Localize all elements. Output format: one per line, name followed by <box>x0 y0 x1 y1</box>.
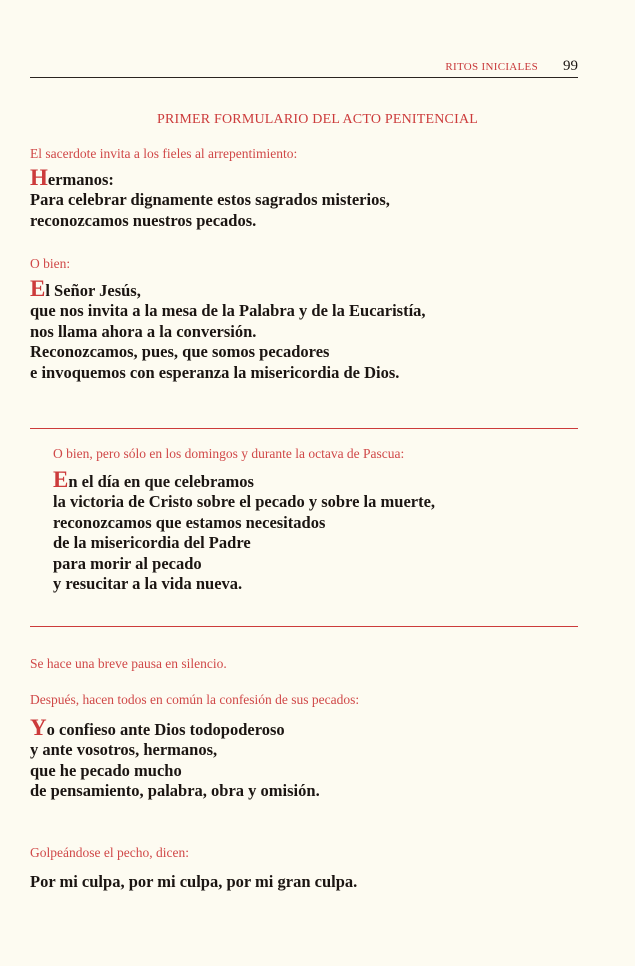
rubric-sundays: O bien, pero sólo en los domingos y durante la octava de Pascua: <box>53 446 405 461</box>
page-number: 99 <box>563 58 578 74</box>
formula-3: En el día en que celebramos la victoria de Cristo sobre el pecado y sobre la muerte, reconozcamos que estamos necesitados de la misericordia del Padre para morir al pecado y resucitar a la vida nueva. <box>53 467 436 594</box>
formula-2: El Señor Jesús, que nos invita a la mesa de la Palabra y de la Eucaristía, nos llama ahora a la conversión. Reconozcamos, pues, que somos pecadores e invoquemos con esperanza la misericordia de Dios. <box>30 276 426 382</box>
section-title: RITOS INICIALES <box>445 61 538 73</box>
rubric-or: O bien: <box>30 256 71 271</box>
initial-letter: Y <box>30 715 47 740</box>
divider-bottom <box>30 626 578 627</box>
rubric-breast: Golpeándose el pecho, dicen: <box>30 845 189 860</box>
formula-1: Hermanos: Para celebrar dignamente estos sagrados misterios, reconozcamos nuestros pecados. <box>30 165 390 230</box>
rubric-pause: Se hace una breve pausa en silencio. <box>30 656 227 671</box>
initial-letter: E <box>53 467 69 492</box>
initial-letter: E <box>30 276 46 301</box>
running-header <box>30 58 578 78</box>
mea-culpa: Por mi culpa, por mi culpa, por mi gran culpa. <box>30 872 358 891</box>
rubric-confession: Después, hacen todos en común la confesión de sus pecados: <box>30 692 360 707</box>
confiteor: Yo confieso ante Dios todopoderoso y ante vosotros, hermanos, que he pecado mucho de pensamiento, palabra, obra y omisión. <box>30 715 320 801</box>
rubric-invitation: El sacerdote invita a los fieles al arrepentimiento: <box>30 146 298 161</box>
formulary-heading: PRIMER FORMULARIO DEL ACTO PENITENCIAL <box>156 112 479 127</box>
divider-top <box>30 428 578 429</box>
initial-letter: H <box>30 165 48 190</box>
